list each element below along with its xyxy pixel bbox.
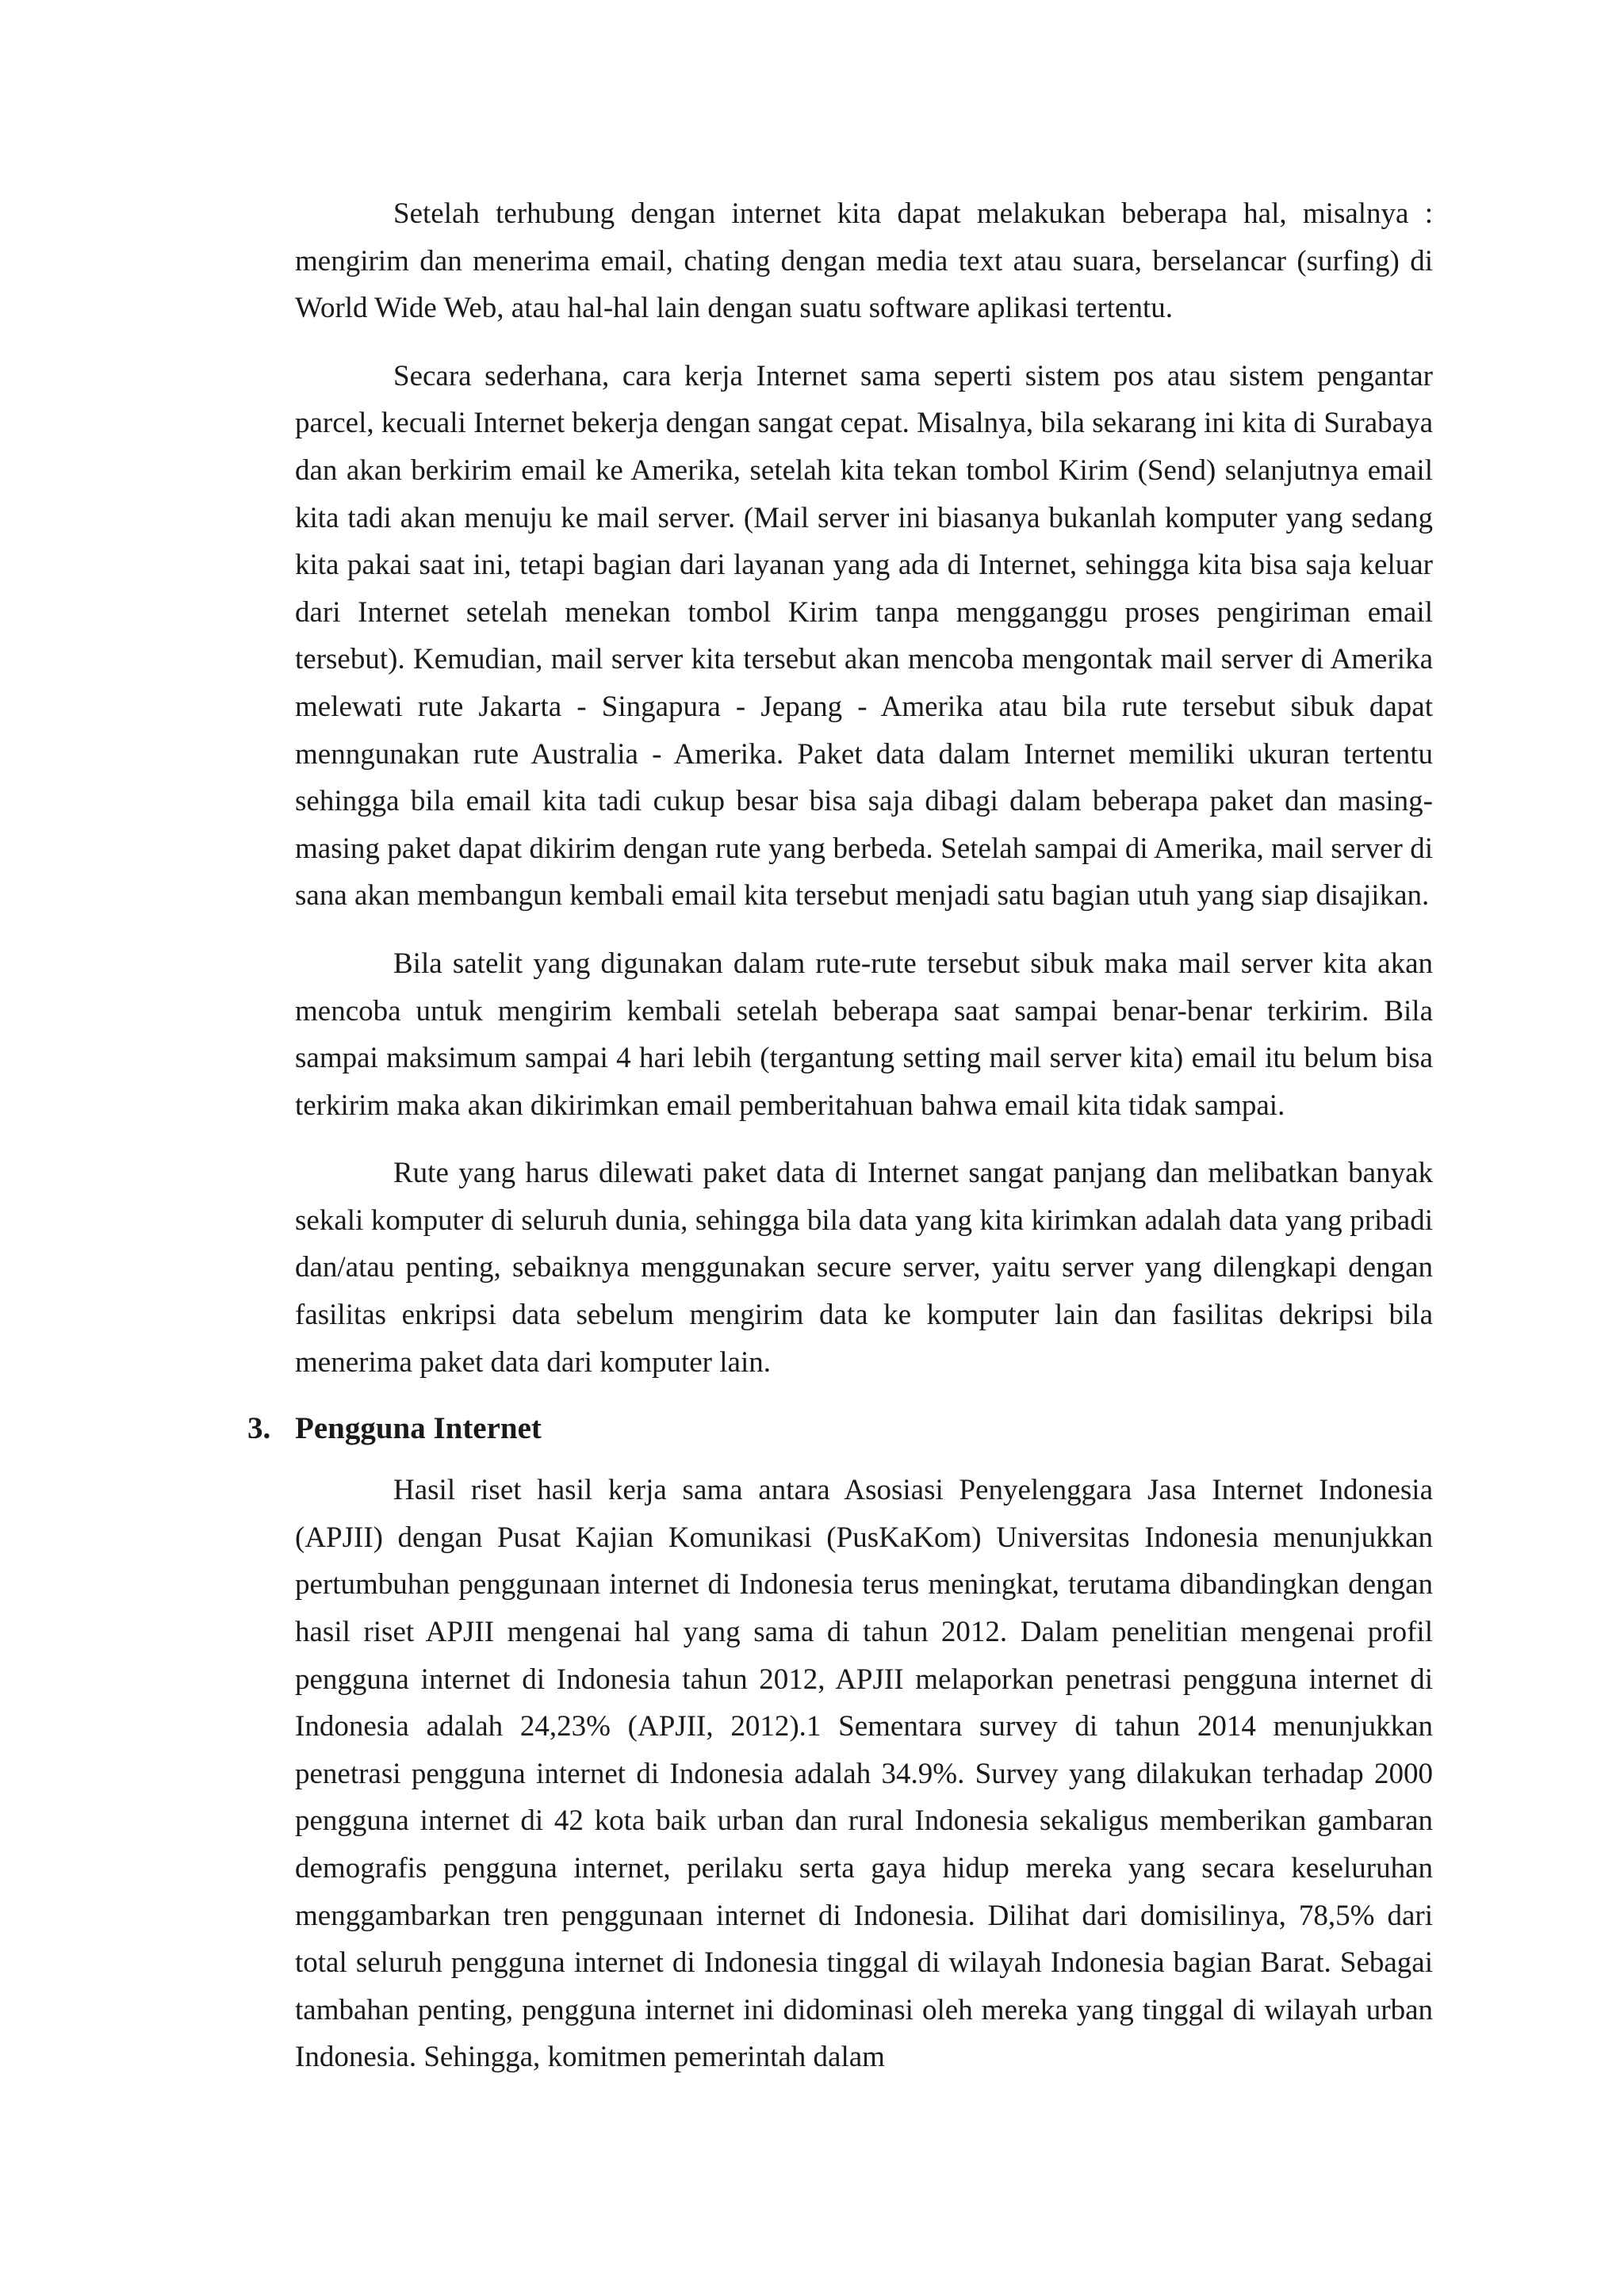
section-number: 3. <box>247 1411 271 1446</box>
section-title: Pengguna Internet <box>295 1411 542 1446</box>
paragraph-satellite-retry: Bila satelit yang digunakan dalam rute-rute tersebut sibuk maka mail server kita akan mencoba untuk mengirim kembali setelah beberapa saat sampai benar-benar terkirim. Bila sampai maksimum sampai 4 hari lebih (tergantung setting mail server kita) email itu belum bisa terkirim maka akan dikirimkan email pemberitahuan bahwa email kita tidak sampai. <box>295 947 1433 1122</box>
paragraph-internet-users: Hasil riset hasil kerja sama antara Asosiasi Penyelenggara Jasa Internet Indonesia (APJII) dengan Pusat Kajian Komunikasi (PusKaKom) Universitas Indonesia menunjukkan pertumbuhan penggunaan internet di Indonesia terus meningkat, terutama dibandingkan dengan hasil riset APJII mengenai hal yang sama di tahun 2012. Dalam penelitian mengenai profil pengguna internet di Indonesia tahun 2012, APJII melaporkan penetrasi pengguna internet di Indonesia adalah 24,23% (APJII, 2012).1 Sementara survey di tahun 2014 menunjukkan penetrasi pengguna internet di Indonesia adalah 34.9%. Survey yang dilakukan terhadap 2000 pengguna internet di 42 kota baik urban dan rural Indonesia sekaligus memberikan gambaran demografis pengguna internet, perilaku serta gaya hidup mereka yang secara keseluruhan menggambarkan tren penggunaan internet di Indonesia. Dilihat dari domisilinya, 78,5% dari total seluruh pengguna internet di Indonesia tinggal di wilayah Indonesia bagian Barat. Sebagai tambahan penting, pengguna internet ini didominasi oleh mereka yang tinggal di wilayah urban Indonesia. Sehingga, komitmen pemerintah dalam <box>295 1474 1433 2074</box>
document-page <box>247 190 1433 2102</box>
paragraph-internet-activities: Setelah terhubung dengan internet kita dapat melakukan beberapa hal, misalnya : mengirim dan menerima email, chating dengan media text atau suara, berselancar (surfing) di World Wide Web, atau hal-hal lain dengan suatu software aplikasi tertentu. <box>295 197 1433 325</box>
section-heading <box>247 1406 1433 1451</box>
paragraph-secure-server: Rute yang harus dilewati paket data di Internet sangat panjang dan melibatkan banyak sekali komputer di seluruh dunia, sehingga bila data yang kita kirimkan adalah data yang pribadi dan/atau penting, sebaiknya menggunakan secure server, yaitu server yang dilengkapi dengan fasilitas enkripsi data sebelum mengirim data ke komputer lain dan fasilitas dekripsi bila menerima paket data dari komputer lain. <box>295 1157 1433 1379</box>
paragraph-how-internet-works: Secara sederhana, cara kerja Internet sama seperti sistem pos atau sistem pengantar parcel, kecuali Internet bekerja dengan sangat cepat. Misalnya, bila sekarang ini kita di Surabaya dan akan berkirim email ke Amerika, setelah kita tekan tombol Kirim (Send) selanjutnya email kita tadi akan menuju ke mail server. (Mail server ini biasanya bukanlah komputer yang sedang kita pakai saat ini, tetapi bagian dari layanan yang ada di Internet, sehingga kita bisa saja keluar dari Internet setelah menekan tombol Kirim tanpa mengganggu proses pengiriman email tersebut). Kemudian, mail server kita tersebut akan mencoba mengontak mail server di Amerika melewati rute Jakarta - Singapura - Jepang - Amerika atau bila rute tersebut sibuk dapat menngunakan rute Australia - Amerika. Paket data dalam Internet memiliki ukuran tertentu sehingga bila email kita tadi cukup besar bisa saja dibagi dalam beberapa paket dan masing-masing paket dapat dikirim dengan rute yang berbeda. Setelah sampai di Amerika, mail server di sana akan membangun kembali email kita tersebut menjadi satu bagian utuh yang siap disajikan. <box>295 359 1433 913</box>
